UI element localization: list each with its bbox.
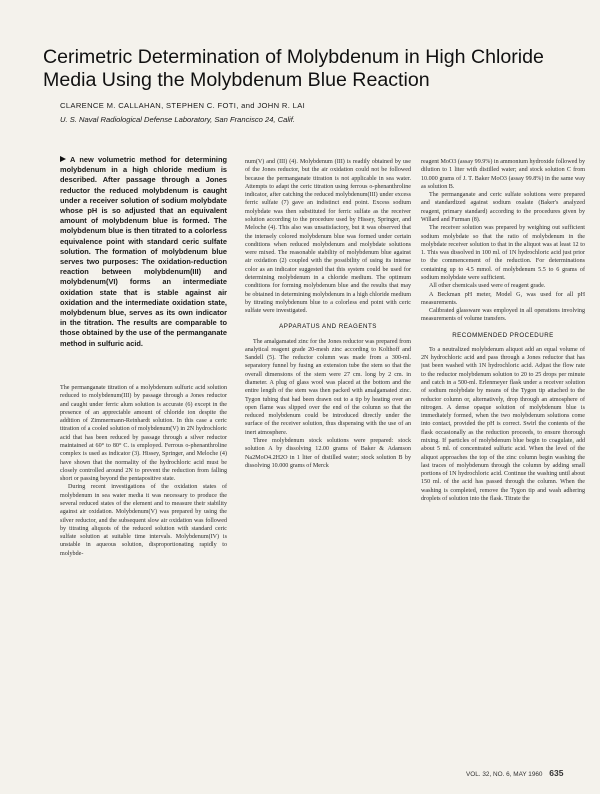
reagent-paragraph-3: The receiver solution was prepared by weighing out sufficient sodium molybdate so that the ratio of molybdenum in the molybdate receiver solution to that in the aliquot was at least 12 to 1. This was dissolved in 100 ml. of 1N hydrochloric acid just prior to the commencement of the reduction. For determinations containing up to 4.5 mmol. of molybdenum 5.5 to 6 grams of sodium molybdate were sufficient. [421,225,585,281]
apparatus-paragraph-2: Three molybdenum stock solutions were prepared: stock solution A by dissolving 12.00 grams of Baker & Adamson Na2MoO4.2H2O in 1 liter of distilled water; stock solution B by dissolving 10.000 grams of Merck [245,438,411,469]
body-column-2 [245,158,411,756]
article-abstract [60,155,227,349]
body-column-1 [60,384,227,758]
journal-issue: VOL. 32, NO. 6, MAY 1960 [466,771,543,778]
reagent-paragraph-6: Calibrated glassware was employed in all operations involving measurements of volume transfers. [421,308,585,323]
page-number: 635 [549,768,564,778]
apparatus-paragraph-1: The amalgamated zinc for the Jones reductor was prepared from analytical reagent grade 20-mesh zinc according to Kolthoff and Sandell (5). The reductor column was made from a 300-ml. separatory funnel by fusing an extension tube the stem so that the overall dimensions of the stem were 27 cm. long by 2 cm. in diameter. A plug of glass wool was placed at the bottom and the entire length of the stem was then packed with amalgamated zinc. Tygon tubing that had been drawn out to a tip by heating over an open flame was slipped over the end of the column so that the reduced molybdenum could be introduced directly under the surface of the receiver solution, thus dispensing with the use of an inert atmosphere. [245,338,411,436]
reagent-paragraph-2: The permanganate and ceric sulfate solutions were prepared and standardized against sodium oxalate (Baker's analyzed reagent, primary standard) according to the procedures given by Willard and Furman (8). [421,192,585,223]
intro-paragraph-1: The permanganate titration of a molybdenum sulfuric acid solution reduced to molybdenum(III) by passage through a Jones reductor and caught under ferric alum solution is accurate (6) except in the presence of an appreciable amount of chloride ion despite the addition of Zimmermann-Reinhardt solution. In this case a ceric titration of a cooled solution of molybdenum(V) in 2N hydrochloric acid that has been reduced by passage through a silver reductor maintained at 60° to 80° C. is employed. Ferrous o-phenanthroline complex is used as indicator (3). Hissey, Springer, and Meloche (4) have shown that the normality of the hydrochloric acid must be closely controlled around 2N to prevent the reduction from falling short or passing beyond the pentapositive state. [60,385,227,483]
reagent-paragraph-4: All other chemicals used were of reagent grade. [429,283,546,290]
abstract-text: A new volumetric method for determining molybdenum in a high chloride medium is described. After passage through a Jones reductor the reduced molybdenum is caught under a receiver solution of sodium molybdate whose pH is so adjusted that an equivalent amount of molybdenum blue is formed. The molybdenum blue is then titrated to a colorless equivalence point with standard ceric sulfate solution. The formation of molybdenum blue serves two purposes: The oxidation-reduction reaction between molybdenum(III) and molybdenum(VI) forms an intermediate oxidation state that is stable against air oxidation and the intermediate oxidation state, molybdenum blue, serves as its own indicator in the titration. The results are comparable to those obtained by the use of the permanganate method in sulfuric acid. [60,155,227,348]
section-heading-procedure: RECOMMENDED PROCEDURE [452,331,554,339]
article-title: Cerimetric Determination of Molybdenum in High Chloride Media Using the Molybdenum Blue Reaction [43,46,544,91]
reagent-paragraph-1: reagent MoO3 (assay 99.9%) in ammonium hydroxide followed by dilution to 1 liter with distilled water; and stock solution C from 10.000 grams of J. T. Baker MoO3 (assay 99.8%) in the same way as solution B. [421,159,585,190]
intro-paragraph-2: During recent investigations of the oxidation states of molybdenum in sea water media it was necessary to produce the several reduced states of the element and to measure their stability against air oxidation. Molybdenum(V) was prepared by using the silver reductor, and the subsequent slow air oxidation was followed by titrating aliquots of the reduced solution with standard ceric sulfate solution at suitable time intervals. Molybdenum(IV) is unstable in aqueous solution, disproportionating rapidly to molybde- [60,484,227,557]
abstract-marker-icon [60,156,66,162]
procedure-paragraph-1: To a neutralized molybdenum aliquot add an equal volume of 2N hydrochloric acid and pass through a Jones reductor that has just been washed with 1N hydrochloric acid. Adjust the flow rate to the reductor molybdenum solution to 20 to 25 drops per minute and catch in a 500-ml. Erlenmeyer flask under a receiver solution of sodium molybdate by means of the Tygon tip attached to the reductor column or, alternatively, drop through an atmosphere of nitrogen. A dense opaque solution of molybdenum blue is immediately formed, when the two molybdenum solutions come into contact, provided the pH is correct. Swirl the contents of the flask occasionally as the reduction proceeds, to ensure thorough mixing. If particles of molybdenum blue begin to coagulate, add about 5 ml. of concentrated sulfuric acid. When the level of the aliquot approaches the top of the zinc column begin washing the last traces of molybdenum through the column by adding small portions of 1N hydrochloric acid. Continue the washing until about 150 ml. of the acid has passed through the column. When the washing is completed, remove the Tygon tip and wash adhering droplets of solution into the flask. Titrate the [421,346,585,502]
page-footer [466,768,563,778]
section-heading-apparatus: APPARATUS AND REAGENTS [279,323,377,331]
article-affiliation: U. S. Naval Radiological Defense Laboratory, San Francisco 24, Calif. [60,115,295,124]
body-column-3 [421,158,585,756]
reagent-paragraph-5: A Beckman pH meter, Model G, was used for all pH measurements. [421,291,585,306]
article-authors: CLARENCE M. CALLAHAN, STEPHEN C. FOTI, and JOHN R. LAI [60,101,306,110]
intro-paragraph-3: num(V) and (III) (4). Molybdenum (III) is readily obtained by use of the Jones reductor, but the air oxidation could not be followed because the permanganate titration is not applicable in sea water. Attempts to adapt the ceric titration using ferrous o-phenanthroline indicator, after catching the reduced molybdenum(III) under excess ferric sulfate (7) gave an indistinct end point. Excess sodium molybdate was then substituted for ferric sulfate as the receiver solution according to the procedure used by Hissey, Springer, and Meloche (4). This also was unsatisfactory, but it was observed that the intensely colored molybdenum blue was formed under certain conditions when reduced molybdenum and molybdate solutions were mixed. The reasonable stability of molybdenum blue against air oxidation (2) coupled with the possibility of using its intense color as an indicator suggested that this system could be used for determining molybdenum in a chloride medium. The optimum conditions for forming molybdenum blue and the results that may be obtained in determining molybdenum in a high chloride medium by titrating molybdenum blue to a colorless end point with ceric sulfate were investigated. [245,159,411,315]
